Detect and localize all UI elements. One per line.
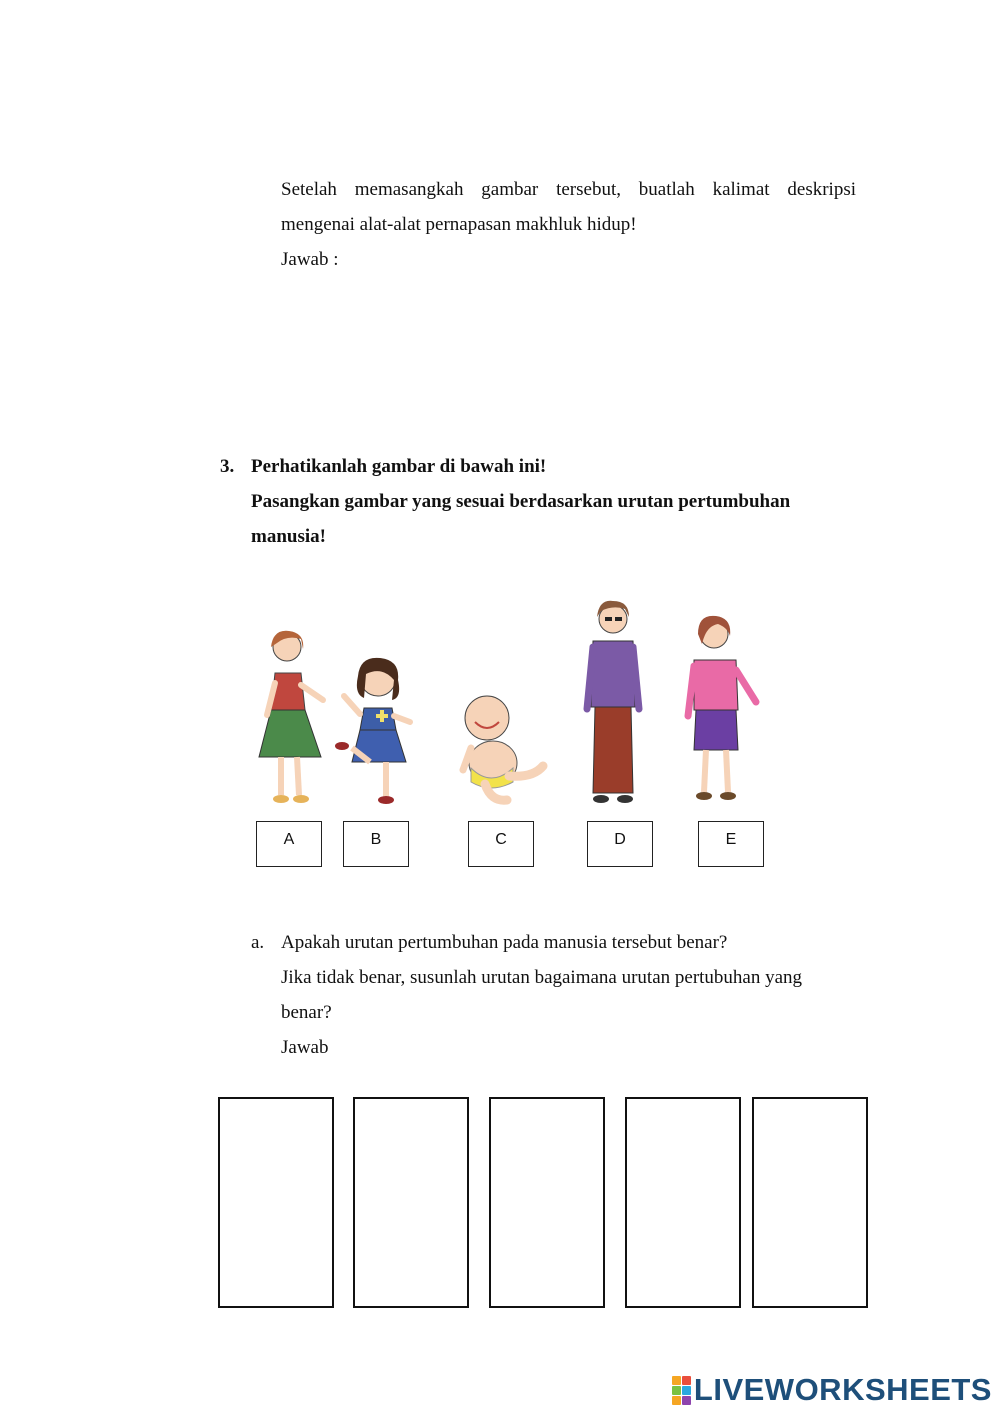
answer-box-2[interactable] bbox=[353, 1097, 469, 1308]
liveworksheets-logo[interactable] bbox=[672, 1373, 992, 1407]
answer-box-5[interactable] bbox=[752, 1097, 868, 1308]
question-number: 3. bbox=[220, 456, 235, 477]
baby-icon bbox=[455, 688, 550, 813]
figure-label-c: C bbox=[468, 821, 534, 867]
answer-box-1[interactable] bbox=[218, 1097, 334, 1308]
answer-box-4[interactable] bbox=[625, 1097, 741, 1308]
sub-question-line1: Apakah urutan pertumbuhan pada manusia tersebut benar? bbox=[281, 932, 728, 953]
question-instruction: Pasangkan gambar yang sesuai berdasarkan urutan pertumbuhan manusia! bbox=[251, 491, 791, 547]
sub-question-line3: benar? bbox=[281, 1002, 332, 1023]
figure-label-e: E bbox=[698, 821, 764, 867]
figure-label-a: A bbox=[256, 821, 322, 867]
sub-question-letter: a. bbox=[251, 932, 265, 953]
intro-text: Setelah memasangkah gambar tersebut, buatlah kalimat deskripsi mengenai alat-alat pernapasan makhluk hidup! bbox=[281, 179, 856, 235]
child-girl-icon bbox=[330, 650, 435, 815]
logo-mark-icon bbox=[672, 1376, 691, 1405]
answer-box-3[interactable] bbox=[489, 1097, 605, 1308]
figure-label-d: D bbox=[587, 821, 653, 867]
adult-woman-icon bbox=[680, 610, 765, 810]
elderly-woman-icon bbox=[583, 597, 645, 809]
figure-label-b: B bbox=[343, 821, 409, 867]
teen-girl-icon bbox=[255, 625, 330, 815]
logo-text: LIVEWORKSHEETS bbox=[693, 1372, 992, 1407]
sub-question-answer-label: Jawab bbox=[281, 1037, 329, 1058]
intro-answer-label: Jawab : bbox=[281, 249, 339, 270]
sub-question-line2: Jika tidak benar, susunlah urutan bagaimana urutan pertubuhan yang bbox=[281, 967, 803, 988]
question-title: Perhatikanlah gambar di bawah ini! bbox=[251, 456, 547, 477]
